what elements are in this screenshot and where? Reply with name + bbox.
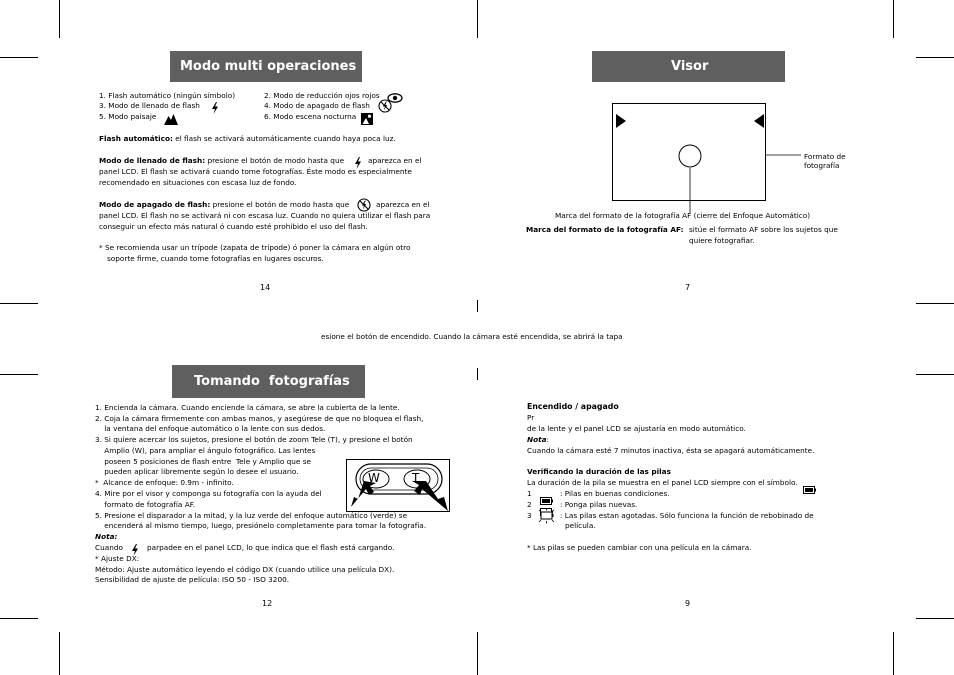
middle-text-line: esione el botón de encendido. Cuando la cámara esté encendida, se abrirá la tapa (321, 332, 623, 341)
frame-format-label-1: Formato de (804, 152, 846, 161)
mode-item-5: 5. Modo paisaje (99, 112, 157, 121)
section-header-tomando-fotografias (172, 365, 365, 398)
page-number: 12 (262, 599, 273, 608)
tripod-note-line-2: soporte firme, cuando tome fotografías en lugares oscuros. (107, 254, 324, 263)
zoom-buttons-illustration (346, 459, 450, 512)
step-line: Amplio (W), para ampliar el ángulo fotográfico. Las lentes (95, 446, 316, 455)
landscape-icon (164, 110, 178, 129)
flash-off-line-2: panel LCD. El flash no se activará ni con escasa luz. Cuando no quiera utilizar el flash para (99, 211, 431, 220)
fill-flash-line-3: recomendado en situaciones con escasa luz de fondo. (99, 178, 297, 187)
section-title: Tomando fotografías (194, 374, 350, 389)
battery-item-text: : Las pilas estan agotadas. Sólo funciona la función de rebobinado de (560, 511, 814, 520)
section-title: Modo multi operaciones (180, 59, 357, 74)
mode-item-1: 1. Flash automático (ningún símbolo) (99, 91, 236, 100)
page-number: 14 (260, 283, 271, 292)
cuando-text: Cuando (95, 543, 123, 552)
power-note-label: Nota: (527, 435, 550, 444)
cuando-rest-text: parpadee en el panel LCD, lo que indica que el flash está cargando. (147, 543, 395, 552)
af-label (526, 225, 684, 235)
fill-flash-text-a: presione el botón de modo hasta que (205, 156, 345, 165)
af-caption: Marca del formato de la fotografía AF (cierre del Enfoque Automático) (555, 211, 811, 220)
wide-button-label: W (368, 471, 380, 485)
battery-empty-blinking-icon (538, 508, 556, 528)
night-scene-icon (361, 110, 373, 129)
flash-off-line-3: conseguir un efecto más natural ó cuando esté prohibido el uso del flash. (99, 222, 368, 231)
battery-item-num: 1 (527, 489, 532, 498)
flash-auto-paragraph (99, 134, 396, 144)
frame-format-label-2: fotografía (804, 161, 840, 170)
fill-flash-line-2: panel LCD. El flash se activará cuando tome fotografías. Éste modo es especialmente (99, 167, 412, 176)
page-number: 7 (685, 283, 691, 292)
dx-method: Método: Ajuste automático leyendo el código DX (cuando utilice una película DX). (95, 565, 395, 574)
power-line-2: Cuando la cámara esté 7 minutos inactiva, ésta se apagará automáticamente. (527, 446, 815, 455)
mode-item-6: 6. Modo escena nocturna (264, 112, 357, 121)
flash-off-label: Modo de apagado de flash: (99, 200, 211, 209)
mode-item-2: 2. Modo de reducción ojos rojos (264, 91, 380, 100)
battery-full-icon (803, 479, 816, 498)
battery-item-text: : Pilas en buenas condiciones. (560, 489, 670, 498)
mode-item-3: 3. Modo de llenado de flash (99, 101, 200, 110)
step-line: 5. Presione el disparador a la mitad, y la luz verde del enfoque automático (verde) se (95, 511, 408, 520)
step-line: 4. Mire por el visor y componga su fotografía con la ayuda del (95, 489, 322, 498)
step-line: la ventana del enfoque automático o la lente con sus dedos. (95, 424, 326, 433)
battery-item-num: 3 (527, 511, 532, 520)
step-line: 1. Encienda la cámara. Cuando enciende la cámara, se abre la cubierta de la lente. (95, 403, 400, 412)
battery-item-num: 2 (527, 500, 532, 509)
af-label-text: Marca del formato de la fotografía AF: (526, 225, 684, 234)
af-description-1: sitúe el formato AF sobre los sujetos que (689, 225, 838, 234)
power-title (527, 402, 619, 412)
flash-off-text-b: aparezca en el (376, 200, 430, 209)
af-description-2: quiere fotografiar. (689, 236, 755, 245)
step-line: poseen 5 posiciones de flash entre Tele y Amplio que se (95, 457, 312, 466)
step-line: 2. Coja la cámara firmemente con ambas manos, y asegúrese de que no bloquea el flash, (95, 414, 424, 423)
battery-item-text: : Ponga pilas nuevas. (560, 500, 638, 509)
power-pr: Pr (527, 413, 535, 422)
battery-title-text: Verificando la duración de las pilas (527, 467, 671, 476)
fill-flash-line-1 (99, 156, 344, 166)
battery-intro: La duración de la pila se muestra en el panel LCD siempre con el símbolo. (527, 478, 798, 487)
step-line: 3. Si quiere acercar los sujetos, presione el botón de zoom Tele (T), y presione el botón (95, 435, 413, 444)
section-header-multi-operaciones (170, 51, 362, 82)
flash-auto-text: el flash se activará automáticamente cuando haya poca luz. (172, 134, 396, 143)
section-header-visor (592, 51, 785, 82)
tele-button-label: T (412, 471, 420, 485)
page-number: 9 (685, 599, 691, 608)
mode-item-4: 4. Modo de apagado de flash (264, 101, 370, 110)
note-label-text: Nota: (95, 532, 118, 541)
battery-footnote: * Las pilas se pueden cambiar con una película en la cámara. (527, 543, 752, 552)
section-title: Visor (671, 59, 709, 74)
flash-auto-label: Flash automático: (99, 134, 173, 143)
step-line: pueden aplicar libremente según lo desee el usuario. (95, 467, 299, 476)
fill-flash-text-b: aparezca en el (368, 156, 422, 165)
flash-off-text-a: presione el botón de modo hasta que (210, 200, 350, 209)
battery-title (527, 467, 671, 477)
flash-icon (211, 99, 219, 118)
step-line: * Alcance de enfoque: 0.9m - infinito. (95, 478, 234, 487)
power-line-1: de la lente y el panel LCD se ajustaría en modo automático. (527, 424, 746, 433)
frame-right-marker-icon (754, 113, 764, 132)
battery-item-continued: película. (565, 521, 596, 530)
tripod-note-line-1: * Se recomienda usar un trípode (zapata de trípode) ó poner la cámara en algún otro (99, 243, 411, 252)
note-label (95, 532, 117, 542)
step-line: formato de fotografía AF. (95, 500, 196, 509)
fill-flash-label: Modo de llenado de flash: (99, 156, 206, 165)
power-title-text: Encendido / apagado (527, 402, 619, 411)
dx-setting: * Ajuste DX: (95, 554, 140, 563)
power-note-text: Nota (527, 435, 547, 444)
flash-off-icon (378, 98, 392, 117)
flash-off-line-1 (99, 200, 349, 210)
step-line: encenderá al mismo tiempo, luego, presiónelo completamente para tomar la fotografía. (95, 521, 427, 530)
frame-left-marker-icon (616, 113, 626, 132)
af-mark-icon (678, 144, 702, 172)
film-sensitivity: Sensibilidad de ajuste de película: ISO 50 - ISO 3200. (95, 575, 290, 584)
